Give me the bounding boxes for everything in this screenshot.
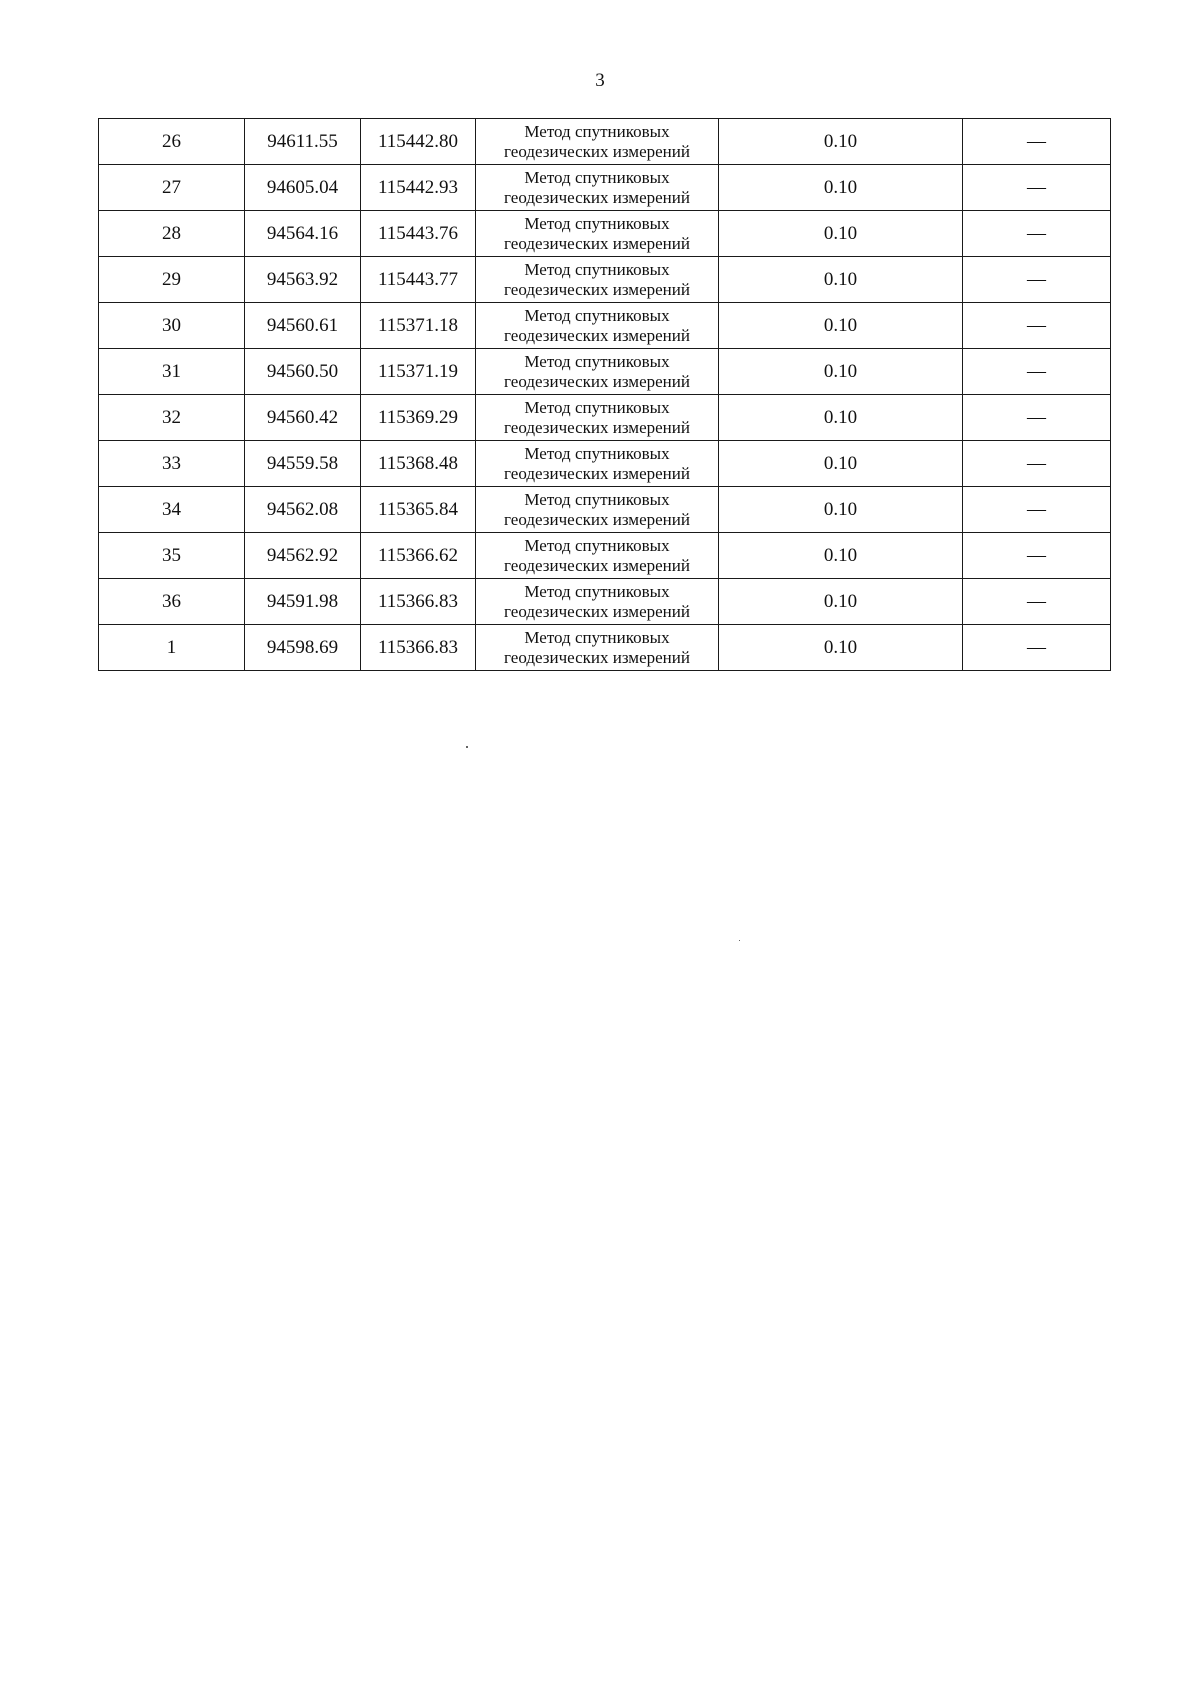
x-coordinate-cell: 94591.98 xyxy=(245,579,361,625)
table-row xyxy=(99,349,1111,395)
y-coordinate-cell: 115442.93 xyxy=(361,165,476,211)
note-cell xyxy=(963,165,1111,211)
dash-text: — xyxy=(1027,315,1046,336)
table-body xyxy=(99,119,1111,671)
note-cell xyxy=(963,119,1111,165)
y-coordinate-cell: 115443.77 xyxy=(361,257,476,303)
y-coordinate-cell: 115366.83 xyxy=(361,625,476,671)
method-line-2: геодезических измерений xyxy=(504,279,690,299)
method-line-2: геодезических измерений xyxy=(504,647,690,667)
method-cell xyxy=(476,165,719,211)
x-coordinate-cell: 94564.16 xyxy=(245,211,361,257)
scan-speck xyxy=(466,746,468,748)
y-coordinate-cell: 115365.84 xyxy=(361,487,476,533)
method-line-1: Метод спутниковых xyxy=(524,398,670,418)
y-coordinate-cell: 115366.83 xyxy=(361,579,476,625)
note-cell xyxy=(963,487,1111,533)
note-cell xyxy=(963,579,1111,625)
method-cell xyxy=(476,257,719,303)
accuracy-cell: 0.10 xyxy=(719,441,963,487)
method-line-1: Метод спутниковых xyxy=(524,352,670,372)
table-row xyxy=(99,211,1111,257)
method-cell xyxy=(476,395,719,441)
method-line-2: геодезических измерений xyxy=(504,141,690,161)
table-row xyxy=(99,395,1111,441)
method-line-1: Метод спутниковых xyxy=(524,306,670,326)
accuracy-cell: 0.10 xyxy=(719,165,963,211)
dash-text: — xyxy=(1027,453,1046,474)
method-line-2: геодезических измерений xyxy=(504,187,690,207)
accuracy-cell: 0.10 xyxy=(719,119,963,165)
method-line-2: геодезических измерений xyxy=(504,233,690,253)
y-coordinate-cell: 115442.80 xyxy=(361,119,476,165)
point-number-cell: 29 xyxy=(99,257,245,303)
point-number-cell: 32 xyxy=(99,395,245,441)
point-number-cell: 31 xyxy=(99,349,245,395)
x-coordinate-cell: 94560.50 xyxy=(245,349,361,395)
method-line-1: Метод спутниковых xyxy=(524,536,670,556)
y-coordinate-cell: 115368.48 xyxy=(361,441,476,487)
dash-text: — xyxy=(1027,131,1046,152)
note-cell xyxy=(963,441,1111,487)
table-row xyxy=(99,119,1111,165)
method-line-2: геодезических измерений xyxy=(504,371,690,391)
accuracy-cell: 0.10 xyxy=(719,303,963,349)
x-coordinate-cell: 94611.55 xyxy=(245,119,361,165)
x-coordinate-cell: 94605.04 xyxy=(245,165,361,211)
method-line-1: Метод спутниковых xyxy=(524,628,670,648)
note-cell xyxy=(963,303,1111,349)
dash-text: — xyxy=(1027,223,1046,244)
dash-text: — xyxy=(1027,361,1046,382)
method-line-1: Метод спутниковых xyxy=(524,214,670,234)
note-cell xyxy=(963,395,1111,441)
point-number-cell: 28 xyxy=(99,211,245,257)
method-line-2: геодезических измерений xyxy=(504,325,690,345)
method-line-1: Метод спутниковых xyxy=(524,122,670,142)
accuracy-cell: 0.10 xyxy=(719,395,963,441)
accuracy-cell: 0.10 xyxy=(719,579,963,625)
accuracy-cell: 0.10 xyxy=(719,211,963,257)
note-cell xyxy=(963,349,1111,395)
accuracy-cell: 0.10 xyxy=(719,349,963,395)
method-cell xyxy=(476,349,719,395)
y-coordinate-cell: 115369.29 xyxy=(361,395,476,441)
scan-speck xyxy=(739,940,740,941)
point-number-cell: 27 xyxy=(99,165,245,211)
note-cell xyxy=(963,211,1111,257)
dash-text: — xyxy=(1027,545,1046,566)
point-number-cell: 30 xyxy=(99,303,245,349)
dash-text: — xyxy=(1027,637,1046,658)
y-coordinate-cell: 115371.19 xyxy=(361,349,476,395)
accuracy-cell: 0.10 xyxy=(719,533,963,579)
table-row xyxy=(99,625,1111,671)
x-coordinate-cell: 94559.58 xyxy=(245,441,361,487)
method-cell xyxy=(476,441,719,487)
note-cell xyxy=(963,625,1111,671)
method-line-2: геодезических измерений xyxy=(504,463,690,483)
dash-text: — xyxy=(1027,407,1046,428)
dash-text: — xyxy=(1027,499,1046,520)
note-cell xyxy=(963,257,1111,303)
method-cell xyxy=(476,579,719,625)
method-line-2: геодезических измерений xyxy=(504,417,690,437)
method-line-2: геодезических измерений xyxy=(504,601,690,621)
table-row xyxy=(99,441,1111,487)
dash-text: — xyxy=(1027,269,1046,290)
x-coordinate-cell: 94560.61 xyxy=(245,303,361,349)
y-coordinate-cell: 115443.76 xyxy=(361,211,476,257)
accuracy-cell: 0.10 xyxy=(719,625,963,671)
point-number-cell: 35 xyxy=(99,533,245,579)
x-coordinate-cell: 94562.08 xyxy=(245,487,361,533)
method-line-2: геодезических измерений xyxy=(504,555,690,575)
method-cell xyxy=(476,303,719,349)
coordinates-table xyxy=(98,118,1111,671)
method-line-1: Метод спутниковых xyxy=(524,260,670,280)
x-coordinate-cell: 94598.69 xyxy=(245,625,361,671)
dash-text: — xyxy=(1027,591,1046,612)
point-number-cell: 34 xyxy=(99,487,245,533)
y-coordinate-cell: 115366.62 xyxy=(361,533,476,579)
x-coordinate-cell: 94563.92 xyxy=(245,257,361,303)
method-line-1: Метод спутниковых xyxy=(524,168,670,188)
table-row xyxy=(99,533,1111,579)
x-coordinate-cell: 94560.42 xyxy=(245,395,361,441)
point-number-cell: 33 xyxy=(99,441,245,487)
accuracy-cell: 0.10 xyxy=(719,257,963,303)
method-line-2: геодезических измерений xyxy=(504,509,690,529)
method-cell xyxy=(476,487,719,533)
table-row xyxy=(99,165,1111,211)
method-line-1: Метод спутниковых xyxy=(524,582,670,602)
point-number-cell: 1 xyxy=(99,625,245,671)
method-cell xyxy=(476,211,719,257)
method-cell xyxy=(476,625,719,671)
table-row xyxy=(99,257,1111,303)
table-row xyxy=(99,303,1111,349)
method-line-1: Метод спутниковых xyxy=(524,490,670,510)
method-cell xyxy=(476,119,719,165)
x-coordinate-cell: 94562.92 xyxy=(245,533,361,579)
method-line-1: Метод спутниковых xyxy=(524,444,670,464)
table-row xyxy=(99,579,1111,625)
note-cell xyxy=(963,533,1111,579)
method-cell xyxy=(476,533,719,579)
point-number-cell: 36 xyxy=(99,579,245,625)
page-number: 3 xyxy=(595,70,605,91)
y-coordinate-cell: 115371.18 xyxy=(361,303,476,349)
point-number-cell: 26 xyxy=(99,119,245,165)
accuracy-cell: 0.10 xyxy=(719,487,963,533)
dash-text: — xyxy=(1027,177,1046,198)
table-row xyxy=(99,487,1111,533)
